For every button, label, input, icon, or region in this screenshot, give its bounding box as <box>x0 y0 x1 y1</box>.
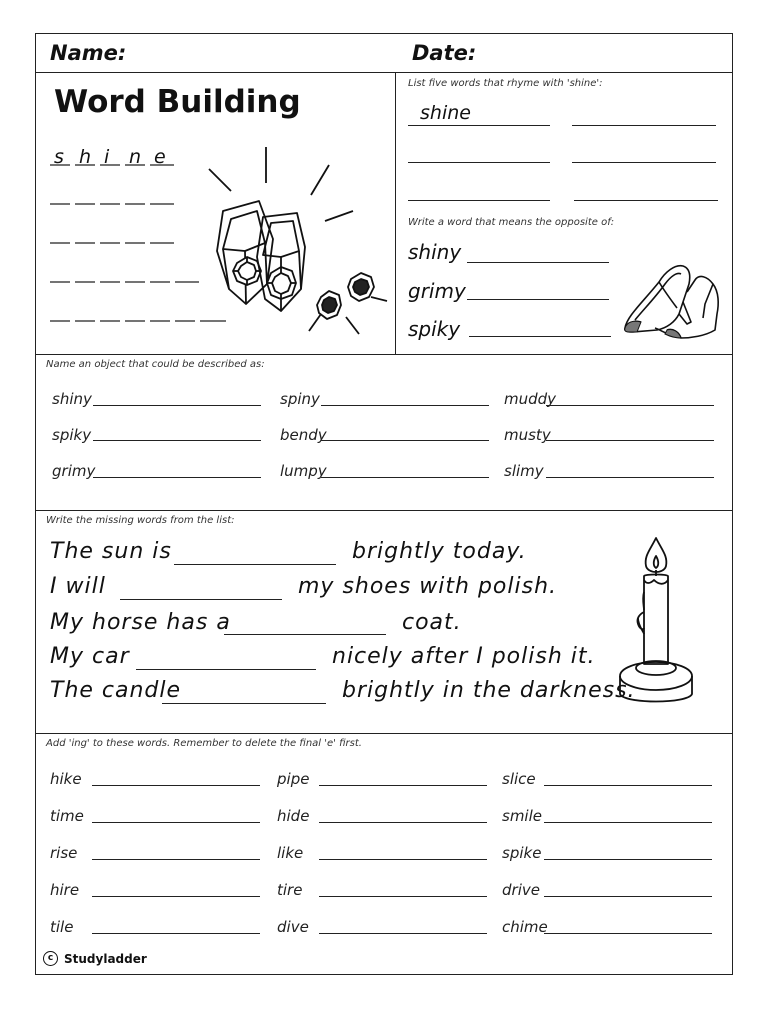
sentence-start: I will <box>50 574 106 599</box>
describe-word: spiky <box>52 426 92 444</box>
sentence-end: brightly today. <box>352 539 527 564</box>
opposite-word: spiky <box>408 317 461 341</box>
sentence-end: coat. <box>402 610 462 635</box>
opposite-word: grimy <box>408 279 466 303</box>
ing-word: hike <box>50 770 82 788</box>
answer-blank[interactable] <box>120 599 282 600</box>
answer-blank[interactable] <box>546 477 714 478</box>
letter: s <box>54 146 64 168</box>
answer-blank[interactable] <box>321 440 489 441</box>
sentence-start: The sun is <box>50 539 172 564</box>
divider <box>36 354 732 355</box>
answer-blank[interactable] <box>136 669 316 670</box>
answer-blank[interactable] <box>93 477 261 478</box>
answer-blank[interactable] <box>572 162 716 163</box>
name-label: Name: <box>50 41 127 65</box>
ing-instruction: Add 'ing' to these words. Remember to delete the final 'e' first. <box>46 738 362 749</box>
answer-blank[interactable] <box>92 785 260 786</box>
ing-word: slice <box>502 770 536 788</box>
ing-word: hire <box>50 881 80 899</box>
divider <box>36 510 732 511</box>
divider <box>36 733 732 734</box>
sentence-start: My horse has a <box>50 610 231 635</box>
answer-blank[interactable] <box>408 200 550 201</box>
answer-blank[interactable] <box>546 440 714 441</box>
ing-word: hide <box>277 807 310 825</box>
rhyme-example: shine <box>420 102 471 124</box>
answer-blank[interactable] <box>162 703 326 704</box>
answer-blank[interactable] <box>544 822 712 823</box>
answer-blank[interactable] <box>319 896 487 897</box>
shoes-illustration <box>621 256 721 346</box>
answer-blank[interactable] <box>174 564 336 565</box>
ing-word: pipe <box>277 770 310 788</box>
gems-illustration <box>201 139 391 339</box>
answer-blank[interactable] <box>544 933 712 934</box>
page-title: Word Building <box>54 84 301 120</box>
answer-blank[interactable] <box>321 477 489 478</box>
ing-word: spike <box>502 844 542 862</box>
answer-blank[interactable] <box>467 299 609 300</box>
describe-word: shiny <box>52 390 92 408</box>
date-label: Date: <box>412 41 477 65</box>
letter: e <box>154 146 166 168</box>
answer-blank[interactable] <box>319 822 487 823</box>
sentence-start: The candle <box>50 678 182 703</box>
answer-blank[interactable] <box>544 896 712 897</box>
describe-word: muddy <box>504 390 557 408</box>
answer-blank[interactable] <box>544 785 712 786</box>
answer-blank[interactable] <box>224 634 386 635</box>
footer-brand <box>43 951 147 966</box>
answer-blank[interactable] <box>467 262 609 263</box>
sentence-end: nicely after I polish it. <box>332 644 596 669</box>
ing-word: like <box>277 844 304 862</box>
ing-word: dive <box>277 918 309 936</box>
ing-word: tile <box>50 918 74 936</box>
ing-word: tire <box>277 881 303 899</box>
answer-blank[interactable] <box>93 440 261 441</box>
answer-blank[interactable] <box>544 859 712 860</box>
describe-word: grimy <box>52 462 96 480</box>
letter: n <box>129 146 142 168</box>
describe-word: slimy <box>504 462 544 480</box>
letter: i <box>104 146 110 168</box>
answer-blank[interactable] <box>92 859 260 860</box>
answer-blank[interactable] <box>408 162 550 163</box>
sentence-start: My car <box>50 644 130 669</box>
candle-illustration <box>614 534 700 706</box>
opposite-instruction: Write a word that means the opposite of: <box>408 217 615 228</box>
answer-blank[interactable] <box>92 933 260 934</box>
answer-blank[interactable] <box>319 933 487 934</box>
answer-blank[interactable] <box>92 896 260 897</box>
answer-blank[interactable] <box>93 405 261 406</box>
answer-blank[interactable] <box>572 125 716 126</box>
describe-word: musty <box>504 426 551 444</box>
answer-blank[interactable] <box>469 336 611 337</box>
opposite-word: shiny <box>408 240 462 264</box>
ing-word: chime <box>502 918 548 936</box>
missing-instruction: Write the missing words from the list: <box>46 515 235 526</box>
answer-blank[interactable] <box>319 859 487 860</box>
describe-instruction: Name an object that could be described as: <box>46 359 265 370</box>
answer-blank[interactable] <box>321 405 489 406</box>
ing-word: smile <box>502 807 542 825</box>
sentence-end: brightly in the darkness. <box>342 678 636 703</box>
brand-name: Studyladder <box>64 951 147 966</box>
describe-word: spiny <box>280 390 320 408</box>
ing-word: time <box>50 807 84 825</box>
ing-word: drive <box>502 881 540 899</box>
describe-word: lumpy <box>280 462 327 480</box>
answer-blank[interactable] <box>319 785 487 786</box>
copyright-icon: c <box>43 951 58 966</box>
ing-word: rise <box>50 844 78 862</box>
describe-word: bendy <box>280 426 327 444</box>
sentence-end: my shoes with polish. <box>298 574 558 599</box>
answer-blank[interactable] <box>92 822 260 823</box>
letter: h <box>79 146 92 168</box>
worksheet <box>35 33 733 975</box>
answer-blank[interactable] <box>408 125 550 126</box>
rhyme-instruction: List five words that rhyme with 'shine': <box>408 78 603 89</box>
answer-blank[interactable] <box>574 200 718 201</box>
answer-blank[interactable] <box>546 405 714 406</box>
